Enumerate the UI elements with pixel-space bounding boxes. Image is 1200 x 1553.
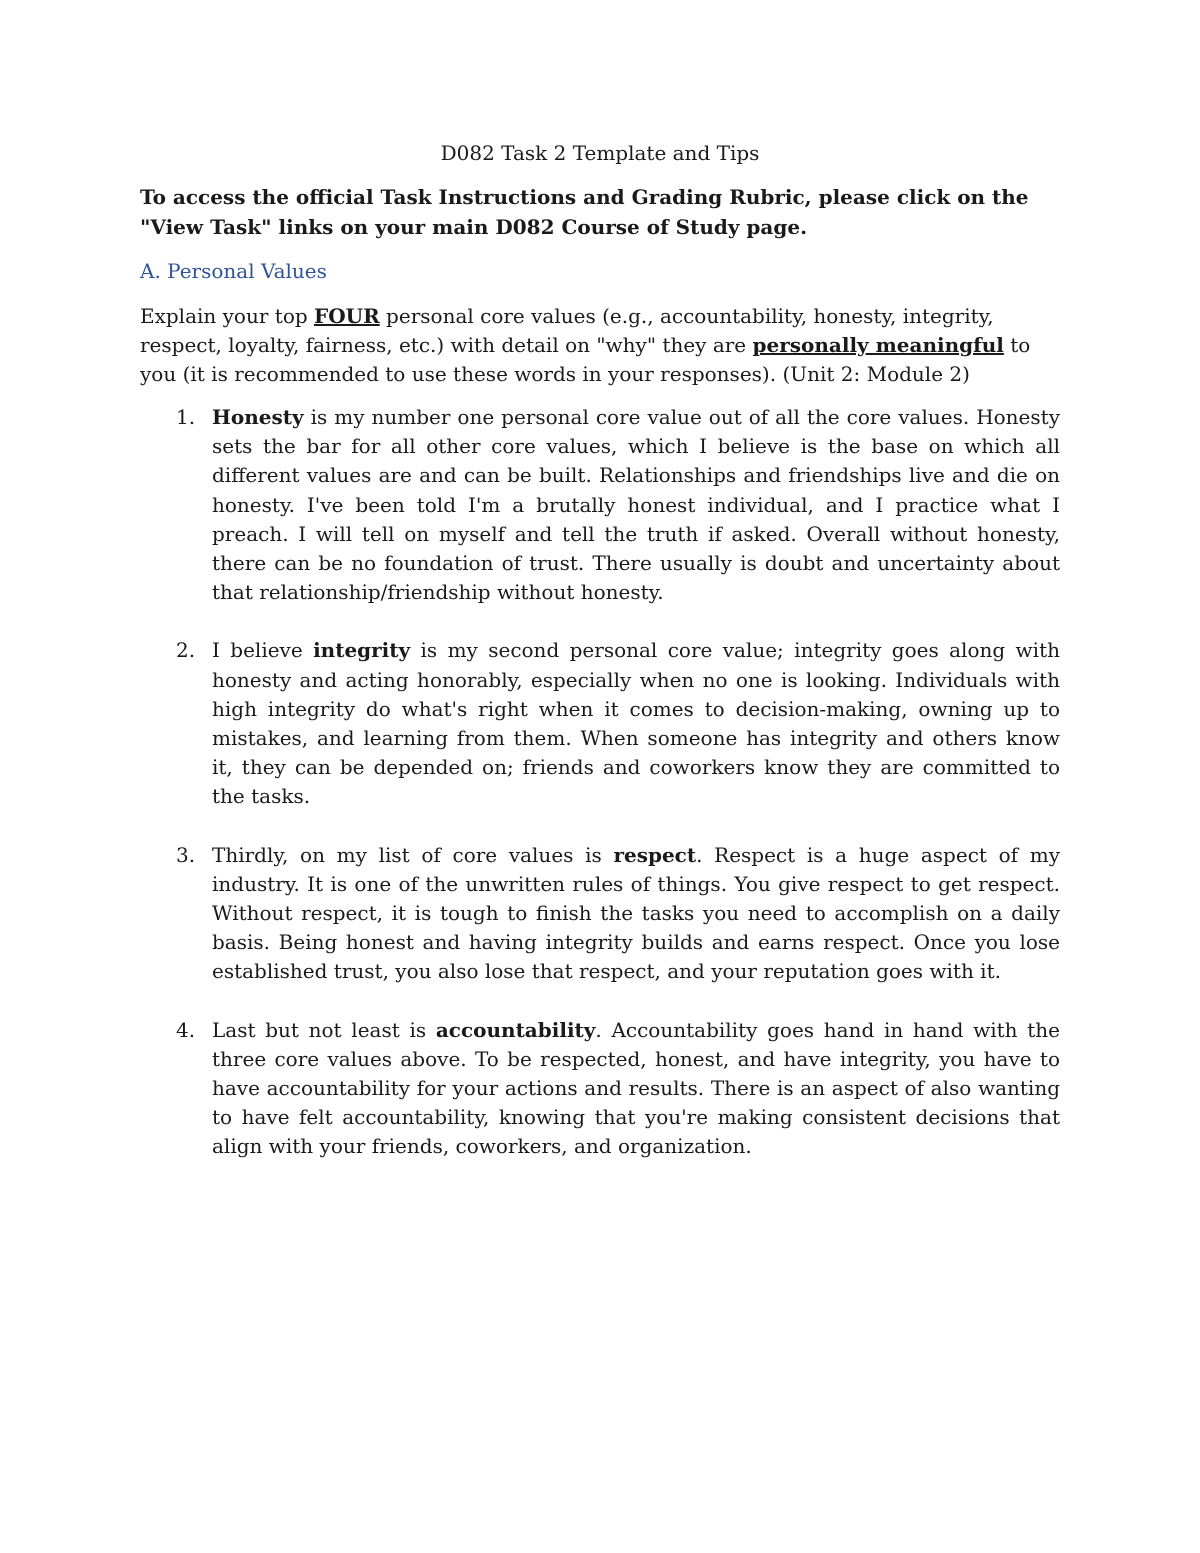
item-pre: I believe xyxy=(212,638,314,663)
list-item xyxy=(140,403,1060,607)
item-body: is my second personal core value; integrity goes along with honesty and acting honorably, especially when no one is looking. Individuals with high integrity do what's right when it comes to decision-making, owning up to mistakes, and learning from them. When someone has integrity and others know it, they can be depended on; friends and coworkers know they are committed to the tasks. xyxy=(212,638,1060,809)
list-item xyxy=(140,1016,1060,1162)
list-item xyxy=(140,636,1060,811)
prompt-text-1: Explain your top xyxy=(140,304,315,328)
document-page xyxy=(140,138,1060,1191)
item-body: . Accountability goes hand in hand with the three core values above. To be respected, honest, and have integrity, you have to have accountability for your actions and results. There is an aspect of also wanting to have felt accountability, knowing that you're making consistent decisions that align with your friends, coworkers, and organization. xyxy=(212,1017,1061,1159)
list-item xyxy=(140,841,1060,987)
prompt-text-3: to you (it is recommended to use these words in your responses). (Unit 2: Module 2) xyxy=(140,333,1031,386)
list-number: 3. xyxy=(176,842,196,867)
item-pre: Thirdly, on my list of core values is xyxy=(212,842,614,867)
task-prompt xyxy=(140,302,1060,389)
prompt-four: FOUR xyxy=(314,304,380,328)
prompt-text-2: personal core values (e.g., accountability, honesty, integrity, respect, loyalty, fairness, etc.) with detail on "why" they are xyxy=(140,304,994,357)
list-number: 4. xyxy=(176,1017,196,1042)
intro-instructions: To access the official Task Instructions and Grading Rubric, please click on the "View Task" links on your main D082 Course of Study page. xyxy=(140,185,1029,239)
item-keyword: integrity xyxy=(313,638,411,663)
list-number: 1. xyxy=(176,405,196,429)
list-number: 2. xyxy=(176,638,196,663)
item-body: is my number one personal core value out of all the core values. Honesty sets the bar for all other core values, which I believe is the base on which all different values are and can be built. Relationships and friendships live and die on honesty. I've been told I'm a brutally honest individual, and I practice what I preach. I will tell on myself and tell the truth if asked. Overall without honesty, there can be no foundation of trust. There usually is doubt and uncertainty about that relationship/friendship without honesty. xyxy=(212,405,1060,605)
item-pre: Last but not least is xyxy=(212,1017,436,1042)
item-body: . Respect is a huge aspect of my industry. It is one of the unwritten rules of things. You give respect to get respect. Without respect, it is tough to finish the tasks you need to accomplish on a daily basis. Being honest and having integrity builds and earns respect. Once you lose established trust, you also lose that respect, and your reputation goes with it. xyxy=(212,842,1060,984)
document-title: D082 Task 2 Template and Tips xyxy=(440,141,760,165)
core-values-list xyxy=(140,403,1060,1162)
item-keyword: Honesty xyxy=(212,405,304,429)
item-keyword: respect xyxy=(613,842,697,867)
item-keyword: accountability xyxy=(435,1017,596,1042)
section-heading: A. Personal Values xyxy=(140,259,327,283)
prompt-meaningful: personally meaningful xyxy=(752,333,1004,357)
